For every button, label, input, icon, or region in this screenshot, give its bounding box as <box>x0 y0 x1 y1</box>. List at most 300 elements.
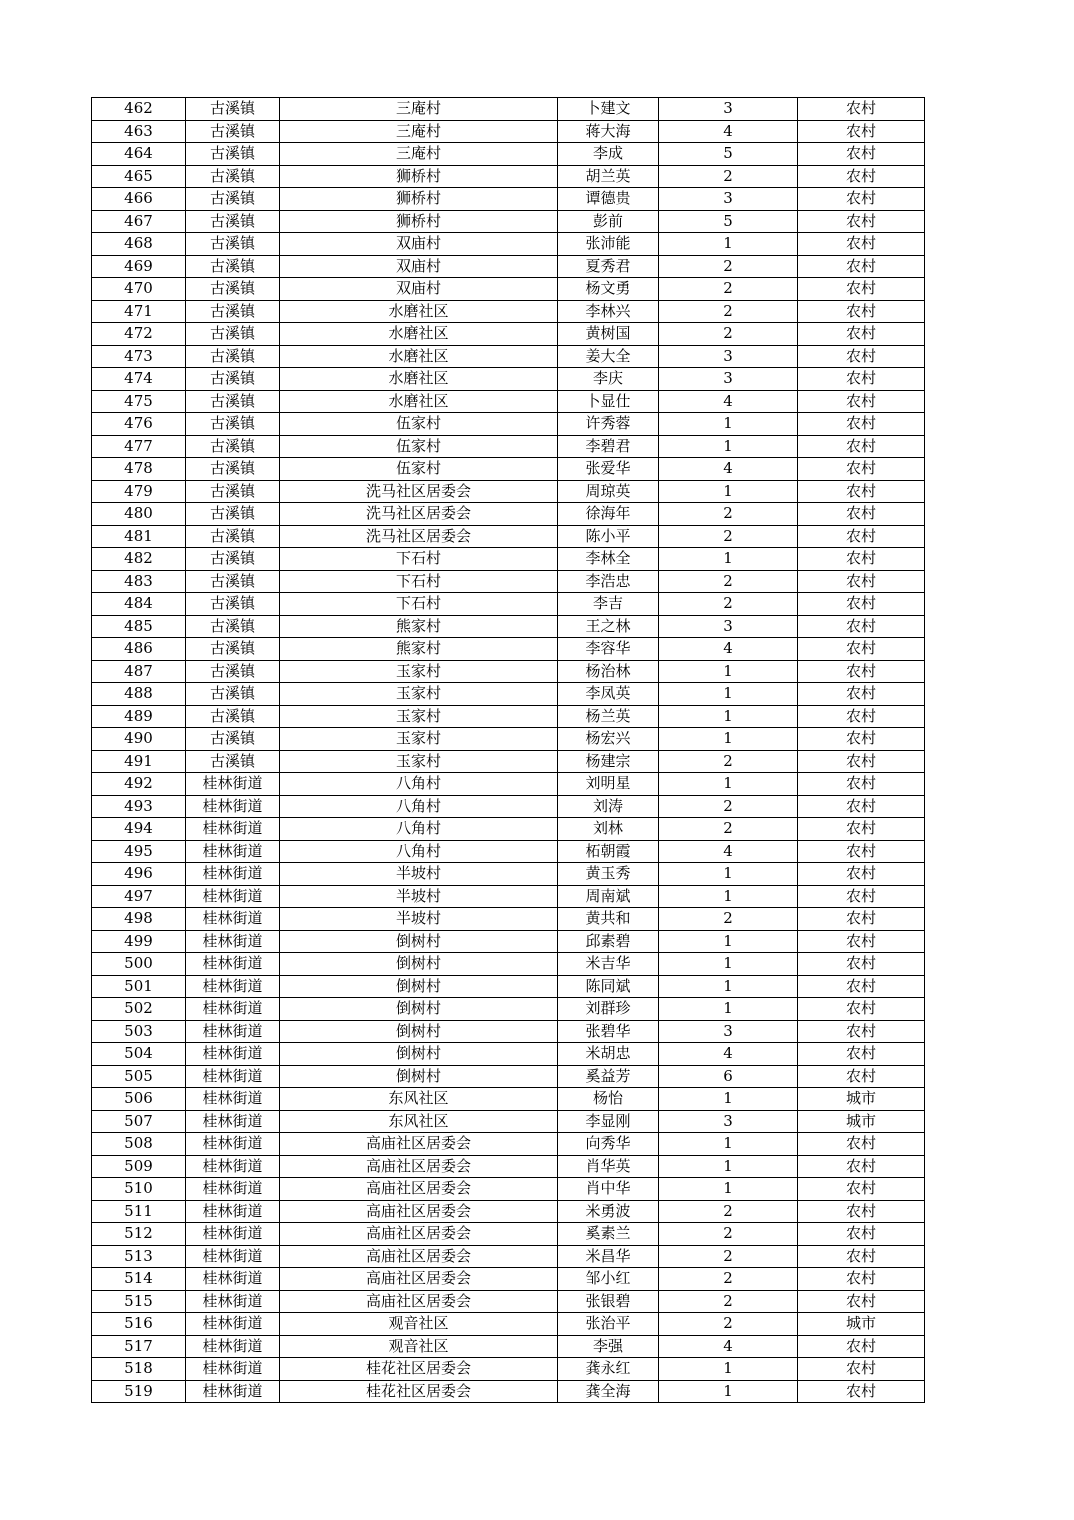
township-cell: 古溪镇 <box>186 323 280 346</box>
row-number-cell: 482 <box>92 548 186 571</box>
area-type-cell: 农村 <box>798 188 925 211</box>
village-cell: 三庵村 <box>280 143 558 166</box>
table-row <box>92 1223 925 1246</box>
household-size-cell: 3 <box>659 1110 798 1133</box>
area-type-cell: 农村 <box>798 1178 925 1201</box>
area-type-cell: 农村 <box>798 1043 925 1066</box>
village-cell: 伍家村 <box>280 458 558 481</box>
row-number-cell: 485 <box>92 615 186 638</box>
name-cell: 姜大全 <box>558 345 659 368</box>
area-type-cell: 农村 <box>798 1200 925 1223</box>
township-cell: 桂林街道 <box>186 1268 280 1291</box>
table-row <box>92 525 925 548</box>
township-cell: 古溪镇 <box>186 300 280 323</box>
household-size-cell: 3 <box>659 615 798 638</box>
village-cell: 水磨社区 <box>280 390 558 413</box>
name-cell: 许秀蓉 <box>558 413 659 436</box>
row-number-cell: 519 <box>92 1380 186 1403</box>
area-type-cell: 农村 <box>798 660 925 683</box>
village-cell: 下石村 <box>280 548 558 571</box>
area-type-cell: 农村 <box>798 593 925 616</box>
table-row <box>92 930 925 953</box>
name-cell: 张银碧 <box>558 1290 659 1313</box>
area-type-cell: 农村 <box>798 300 925 323</box>
township-cell: 桂林街道 <box>186 930 280 953</box>
row-number-cell: 499 <box>92 930 186 953</box>
village-cell: 熊家村 <box>280 638 558 661</box>
area-type-cell: 农村 <box>798 1335 925 1358</box>
name-cell: 李浩忠 <box>558 570 659 593</box>
table-row <box>92 345 925 368</box>
table-row <box>92 413 925 436</box>
area-type-cell: 农村 <box>798 1133 925 1156</box>
table-row <box>92 593 925 616</box>
area-type-cell: 农村 <box>798 1245 925 1268</box>
area-type-cell: 农村 <box>798 435 925 458</box>
village-cell: 观音社区 <box>280 1313 558 1336</box>
table-row <box>92 953 925 976</box>
village-cell: 狮桥村 <box>280 165 558 188</box>
name-cell: 杨建宗 <box>558 750 659 773</box>
area-type-cell: 农村 <box>798 1020 925 1043</box>
household-size-cell: 1 <box>659 885 798 908</box>
table-row <box>92 1110 925 1133</box>
village-cell: 熊家村 <box>280 615 558 638</box>
table-row <box>92 435 925 458</box>
township-cell: 桂林街道 <box>186 1358 280 1381</box>
village-cell: 洗马社区居委会 <box>280 503 558 526</box>
township-cell: 古溪镇 <box>186 480 280 503</box>
township-cell: 古溪镇 <box>186 143 280 166</box>
township-cell: 古溪镇 <box>186 390 280 413</box>
row-number-cell: 481 <box>92 525 186 548</box>
table-row <box>92 638 925 661</box>
township-cell: 桂林街道 <box>186 1200 280 1223</box>
household-size-cell: 3 <box>659 188 798 211</box>
row-number-cell: 475 <box>92 390 186 413</box>
household-size-cell: 1 <box>659 998 798 1021</box>
area-type-cell: 城市 <box>798 1088 925 1111</box>
row-number-cell: 474 <box>92 368 186 391</box>
table-row <box>92 120 925 143</box>
household-size-cell: 1 <box>659 773 798 796</box>
area-type-cell: 农村 <box>798 953 925 976</box>
table-row <box>92 863 925 886</box>
village-cell: 半坡村 <box>280 908 558 931</box>
township-cell: 桂林街道 <box>186 1110 280 1133</box>
township-cell: 桂林街道 <box>186 885 280 908</box>
name-cell: 张碧华 <box>558 1020 659 1043</box>
village-cell: 狮桥村 <box>280 188 558 211</box>
row-number-cell: 516 <box>92 1313 186 1336</box>
row-number-cell: 506 <box>92 1088 186 1111</box>
household-size-cell: 1 <box>659 413 798 436</box>
table-row <box>92 300 925 323</box>
household-size-cell: 2 <box>659 1313 798 1336</box>
township-cell: 古溪镇 <box>186 458 280 481</box>
household-size-cell: 2 <box>659 300 798 323</box>
household-size-cell: 2 <box>659 525 798 548</box>
area-type-cell: 农村 <box>798 683 925 706</box>
row-number-cell: 495 <box>92 840 186 863</box>
area-type-cell: 城市 <box>798 1313 925 1336</box>
table-row <box>92 165 925 188</box>
village-cell: 双庙村 <box>280 278 558 301</box>
township-cell: 古溪镇 <box>186 593 280 616</box>
area-type-cell: 农村 <box>798 908 925 931</box>
township-cell: 桂林街道 <box>186 1155 280 1178</box>
township-cell: 古溪镇 <box>186 503 280 526</box>
area-type-cell: 农村 <box>798 728 925 751</box>
township-cell: 古溪镇 <box>186 188 280 211</box>
township-cell: 桂林街道 <box>186 840 280 863</box>
row-number-cell: 498 <box>92 908 186 931</box>
household-size-cell: 1 <box>659 1088 798 1111</box>
row-number-cell: 467 <box>92 210 186 233</box>
village-cell: 三庵村 <box>280 120 558 143</box>
township-cell: 桂林街道 <box>186 1088 280 1111</box>
household-size-cell: 1 <box>659 548 798 571</box>
area-type-cell: 农村 <box>798 773 925 796</box>
area-type-cell: 农村 <box>798 705 925 728</box>
village-cell: 倒树村 <box>280 1065 558 1088</box>
table-row <box>92 1380 925 1403</box>
name-cell: 肖华英 <box>558 1155 659 1178</box>
household-size-cell: 3 <box>659 1020 798 1043</box>
name-cell: 龚全海 <box>558 1380 659 1403</box>
table-row <box>92 1313 925 1336</box>
row-number-cell: 492 <box>92 773 186 796</box>
village-cell: 水磨社区 <box>280 345 558 368</box>
village-cell: 玉家村 <box>280 728 558 751</box>
household-size-cell: 1 <box>659 953 798 976</box>
household-size-cell: 2 <box>659 570 798 593</box>
village-cell: 八角村 <box>280 840 558 863</box>
table-row <box>92 1133 925 1156</box>
row-number-cell: 465 <box>92 165 186 188</box>
area-type-cell: 农村 <box>798 975 925 998</box>
area-type-cell: 农村 <box>798 1290 925 1313</box>
name-cell: 陈小平 <box>558 525 659 548</box>
table-row <box>92 548 925 571</box>
township-cell: 古溪镇 <box>186 255 280 278</box>
household-size-cell: 5 <box>659 210 798 233</box>
village-cell: 高庙社区居委会 <box>280 1155 558 1178</box>
village-cell: 观音社区 <box>280 1335 558 1358</box>
table-row <box>92 233 925 256</box>
row-number-cell: 479 <box>92 480 186 503</box>
row-number-cell: 508 <box>92 1133 186 1156</box>
household-size-cell: 1 <box>659 1358 798 1381</box>
village-cell: 半坡村 <box>280 885 558 908</box>
township-cell: 桂林街道 <box>186 773 280 796</box>
area-type-cell: 农村 <box>798 885 925 908</box>
name-cell: 龚永红 <box>558 1358 659 1381</box>
household-size-cell: 4 <box>659 390 798 413</box>
village-cell: 下石村 <box>280 593 558 616</box>
township-cell: 古溪镇 <box>186 750 280 773</box>
village-cell: 倒树村 <box>280 1020 558 1043</box>
village-cell: 玉家村 <box>280 750 558 773</box>
name-cell: 李庆 <box>558 368 659 391</box>
table-row <box>92 323 925 346</box>
township-cell: 桂林街道 <box>186 1223 280 1246</box>
name-cell: 黄玉秀 <box>558 863 659 886</box>
table-row <box>92 683 925 706</box>
name-cell: 米勇波 <box>558 1200 659 1223</box>
area-type-cell: 农村 <box>798 323 925 346</box>
household-size-cell: 1 <box>659 683 798 706</box>
township-cell: 桂林街道 <box>186 818 280 841</box>
area-type-cell: 农村 <box>798 143 925 166</box>
name-cell: 邱素碧 <box>558 930 659 953</box>
township-cell: 桂林街道 <box>186 1065 280 1088</box>
table-row <box>92 705 925 728</box>
row-number-cell: 463 <box>92 120 186 143</box>
name-cell: 张治平 <box>558 1313 659 1336</box>
name-cell: 向秀华 <box>558 1133 659 1156</box>
township-cell: 古溪镇 <box>186 233 280 256</box>
table-row <box>92 773 925 796</box>
household-size-cell: 1 <box>659 975 798 998</box>
village-cell: 八角村 <box>280 818 558 841</box>
row-number-cell: 509 <box>92 1155 186 1178</box>
name-cell: 蒋大海 <box>558 120 659 143</box>
row-number-cell: 500 <box>92 953 186 976</box>
township-cell: 桂林街道 <box>186 1335 280 1358</box>
table-row <box>92 1245 925 1268</box>
name-cell: 夏秀君 <box>558 255 659 278</box>
name-cell: 刘明星 <box>558 773 659 796</box>
village-cell: 桂花社区居委会 <box>280 1358 558 1381</box>
table-row <box>92 98 925 121</box>
household-size-cell: 1 <box>659 930 798 953</box>
township-cell: 桂林街道 <box>186 1290 280 1313</box>
name-cell: 李显刚 <box>558 1110 659 1133</box>
name-cell: 徐海年 <box>558 503 659 526</box>
row-number-cell: 468 <box>92 233 186 256</box>
table-row <box>92 1020 925 1043</box>
township-cell: 桂林街道 <box>186 795 280 818</box>
township-cell: 桂林街道 <box>186 1245 280 1268</box>
village-cell: 水磨社区 <box>280 323 558 346</box>
village-cell: 东风社区 <box>280 1088 558 1111</box>
township-cell: 古溪镇 <box>186 638 280 661</box>
township-cell: 古溪镇 <box>186 525 280 548</box>
household-size-cell: 4 <box>659 1043 798 1066</box>
row-number-cell: 504 <box>92 1043 186 1066</box>
household-size-cell: 4 <box>659 458 798 481</box>
row-number-cell: 515 <box>92 1290 186 1313</box>
row-number-cell: 480 <box>92 503 186 526</box>
village-cell: 桂花社区居委会 <box>280 1380 558 1403</box>
village-cell: 水磨社区 <box>280 368 558 391</box>
township-cell: 古溪镇 <box>186 683 280 706</box>
area-type-cell: 农村 <box>798 1380 925 1403</box>
village-cell: 半坡村 <box>280 863 558 886</box>
area-type-cell: 农村 <box>798 1065 925 1088</box>
area-type-cell: 农村 <box>798 480 925 503</box>
household-size-cell: 2 <box>659 165 798 188</box>
row-number-cell: 472 <box>92 323 186 346</box>
village-cell: 倒树村 <box>280 975 558 998</box>
village-cell: 倒树村 <box>280 1043 558 1066</box>
area-type-cell: 农村 <box>798 863 925 886</box>
row-number-cell: 489 <box>92 705 186 728</box>
village-cell: 双庙村 <box>280 255 558 278</box>
row-number-cell: 476 <box>92 413 186 436</box>
row-number-cell: 491 <box>92 750 186 773</box>
household-size-cell: 1 <box>659 233 798 256</box>
area-type-cell: 农村 <box>798 210 925 233</box>
table-row <box>92 570 925 593</box>
area-type-cell: 农村 <box>798 638 925 661</box>
roster-table-body <box>92 98 925 1403</box>
table-row <box>92 1178 925 1201</box>
village-cell: 高庙社区居委会 <box>280 1133 558 1156</box>
row-number-cell: 514 <box>92 1268 186 1291</box>
row-number-cell: 462 <box>92 98 186 121</box>
name-cell: 李容华 <box>558 638 659 661</box>
township-cell: 桂林街道 <box>186 908 280 931</box>
household-size-cell: 2 <box>659 795 798 818</box>
area-type-cell: 农村 <box>798 278 925 301</box>
household-size-cell: 1 <box>659 1155 798 1178</box>
area-type-cell: 农村 <box>798 1358 925 1381</box>
name-cell: 卜建文 <box>558 98 659 121</box>
area-type-cell: 农村 <box>798 818 925 841</box>
table-row <box>92 1268 925 1291</box>
table-row <box>92 1088 925 1111</box>
name-cell: 刘涛 <box>558 795 659 818</box>
household-size-cell: 2 <box>659 278 798 301</box>
table-row <box>92 840 925 863</box>
household-size-cell: 4 <box>659 120 798 143</box>
row-number-cell: 493 <box>92 795 186 818</box>
row-number-cell: 503 <box>92 1020 186 1043</box>
township-cell: 古溪镇 <box>186 705 280 728</box>
area-type-cell: 农村 <box>798 1223 925 1246</box>
township-cell: 桂林街道 <box>186 1133 280 1156</box>
row-number-cell: 517 <box>92 1335 186 1358</box>
name-cell: 卜显仕 <box>558 390 659 413</box>
village-cell: 玉家村 <box>280 660 558 683</box>
name-cell: 刘群珍 <box>558 998 659 1021</box>
table-row <box>92 278 925 301</box>
name-cell: 杨宏兴 <box>558 728 659 751</box>
row-number-cell: 477 <box>92 435 186 458</box>
township-cell: 古溪镇 <box>186 728 280 751</box>
table-row <box>92 1200 925 1223</box>
village-cell: 八角村 <box>280 773 558 796</box>
table-row <box>92 1335 925 1358</box>
village-cell: 三庵村 <box>280 98 558 121</box>
row-number-cell: 505 <box>92 1065 186 1088</box>
row-number-cell: 512 <box>92 1223 186 1246</box>
table-row <box>92 210 925 233</box>
name-cell: 谭德贵 <box>558 188 659 211</box>
name-cell: 米昌华 <box>558 1245 659 1268</box>
village-cell: 伍家村 <box>280 435 558 458</box>
township-cell: 桂林街道 <box>186 1313 280 1336</box>
household-size-cell: 2 <box>659 908 798 931</box>
household-size-cell: 4 <box>659 638 798 661</box>
name-cell: 米吉华 <box>558 953 659 976</box>
row-number-cell: 496 <box>92 863 186 886</box>
village-cell: 玉家村 <box>280 705 558 728</box>
name-cell: 奚益芳 <box>558 1065 659 1088</box>
row-number-cell: 511 <box>92 1200 186 1223</box>
village-cell: 高庙社区居委会 <box>280 1223 558 1246</box>
row-number-cell: 518 <box>92 1358 186 1381</box>
area-type-cell: 农村 <box>798 548 925 571</box>
row-number-cell: 478 <box>92 458 186 481</box>
table-row <box>92 255 925 278</box>
village-cell: 双庙村 <box>280 233 558 256</box>
area-type-cell: 农村 <box>798 98 925 121</box>
township-cell: 桂林街道 <box>186 1380 280 1403</box>
table-row <box>92 1358 925 1381</box>
township-cell: 古溪镇 <box>186 345 280 368</box>
area-type-cell: 农村 <box>798 570 925 593</box>
area-type-cell: 农村 <box>798 998 925 1021</box>
household-size-cell: 1 <box>659 1133 798 1156</box>
household-size-cell: 2 <box>659 1290 798 1313</box>
table-row <box>92 660 925 683</box>
name-cell: 柘朝霞 <box>558 840 659 863</box>
table-row <box>92 818 925 841</box>
area-type-cell: 农村 <box>798 390 925 413</box>
village-cell: 倒树村 <box>280 930 558 953</box>
household-size-cell: 2 <box>659 593 798 616</box>
township-cell: 古溪镇 <box>186 278 280 301</box>
township-cell: 古溪镇 <box>186 98 280 121</box>
row-number-cell: 510 <box>92 1178 186 1201</box>
area-type-cell: 农村 <box>798 1155 925 1178</box>
table-row <box>92 615 925 638</box>
row-number-cell: 473 <box>92 345 186 368</box>
village-cell: 八角村 <box>280 795 558 818</box>
household-size-cell: 6 <box>659 1065 798 1088</box>
table-row <box>92 1065 925 1088</box>
household-size-cell: 2 <box>659 323 798 346</box>
area-type-cell: 农村 <box>798 840 925 863</box>
village-cell: 高庙社区居委会 <box>280 1245 558 1268</box>
village-cell: 高庙社区居委会 <box>280 1178 558 1201</box>
household-size-cell: 2 <box>659 750 798 773</box>
household-size-cell: 1 <box>659 1178 798 1201</box>
name-cell: 张爱华 <box>558 458 659 481</box>
table-row <box>92 480 925 503</box>
area-type-cell: 农村 <box>798 255 925 278</box>
township-cell: 桂林街道 <box>186 863 280 886</box>
village-cell: 倒树村 <box>280 998 558 1021</box>
table-row <box>92 998 925 1021</box>
row-number-cell: 488 <box>92 683 186 706</box>
name-cell: 李强 <box>558 1335 659 1358</box>
table-row <box>92 975 925 998</box>
township-cell: 桂林街道 <box>186 953 280 976</box>
township-cell: 古溪镇 <box>186 210 280 233</box>
village-cell: 下石村 <box>280 570 558 593</box>
village-cell: 高庙社区居委会 <box>280 1200 558 1223</box>
row-number-cell: 497 <box>92 885 186 908</box>
household-size-cell: 1 <box>659 1380 798 1403</box>
village-cell: 洗马社区居委会 <box>280 525 558 548</box>
household-size-cell: 2 <box>659 818 798 841</box>
village-cell: 水磨社区 <box>280 300 558 323</box>
table-row <box>92 1155 925 1178</box>
